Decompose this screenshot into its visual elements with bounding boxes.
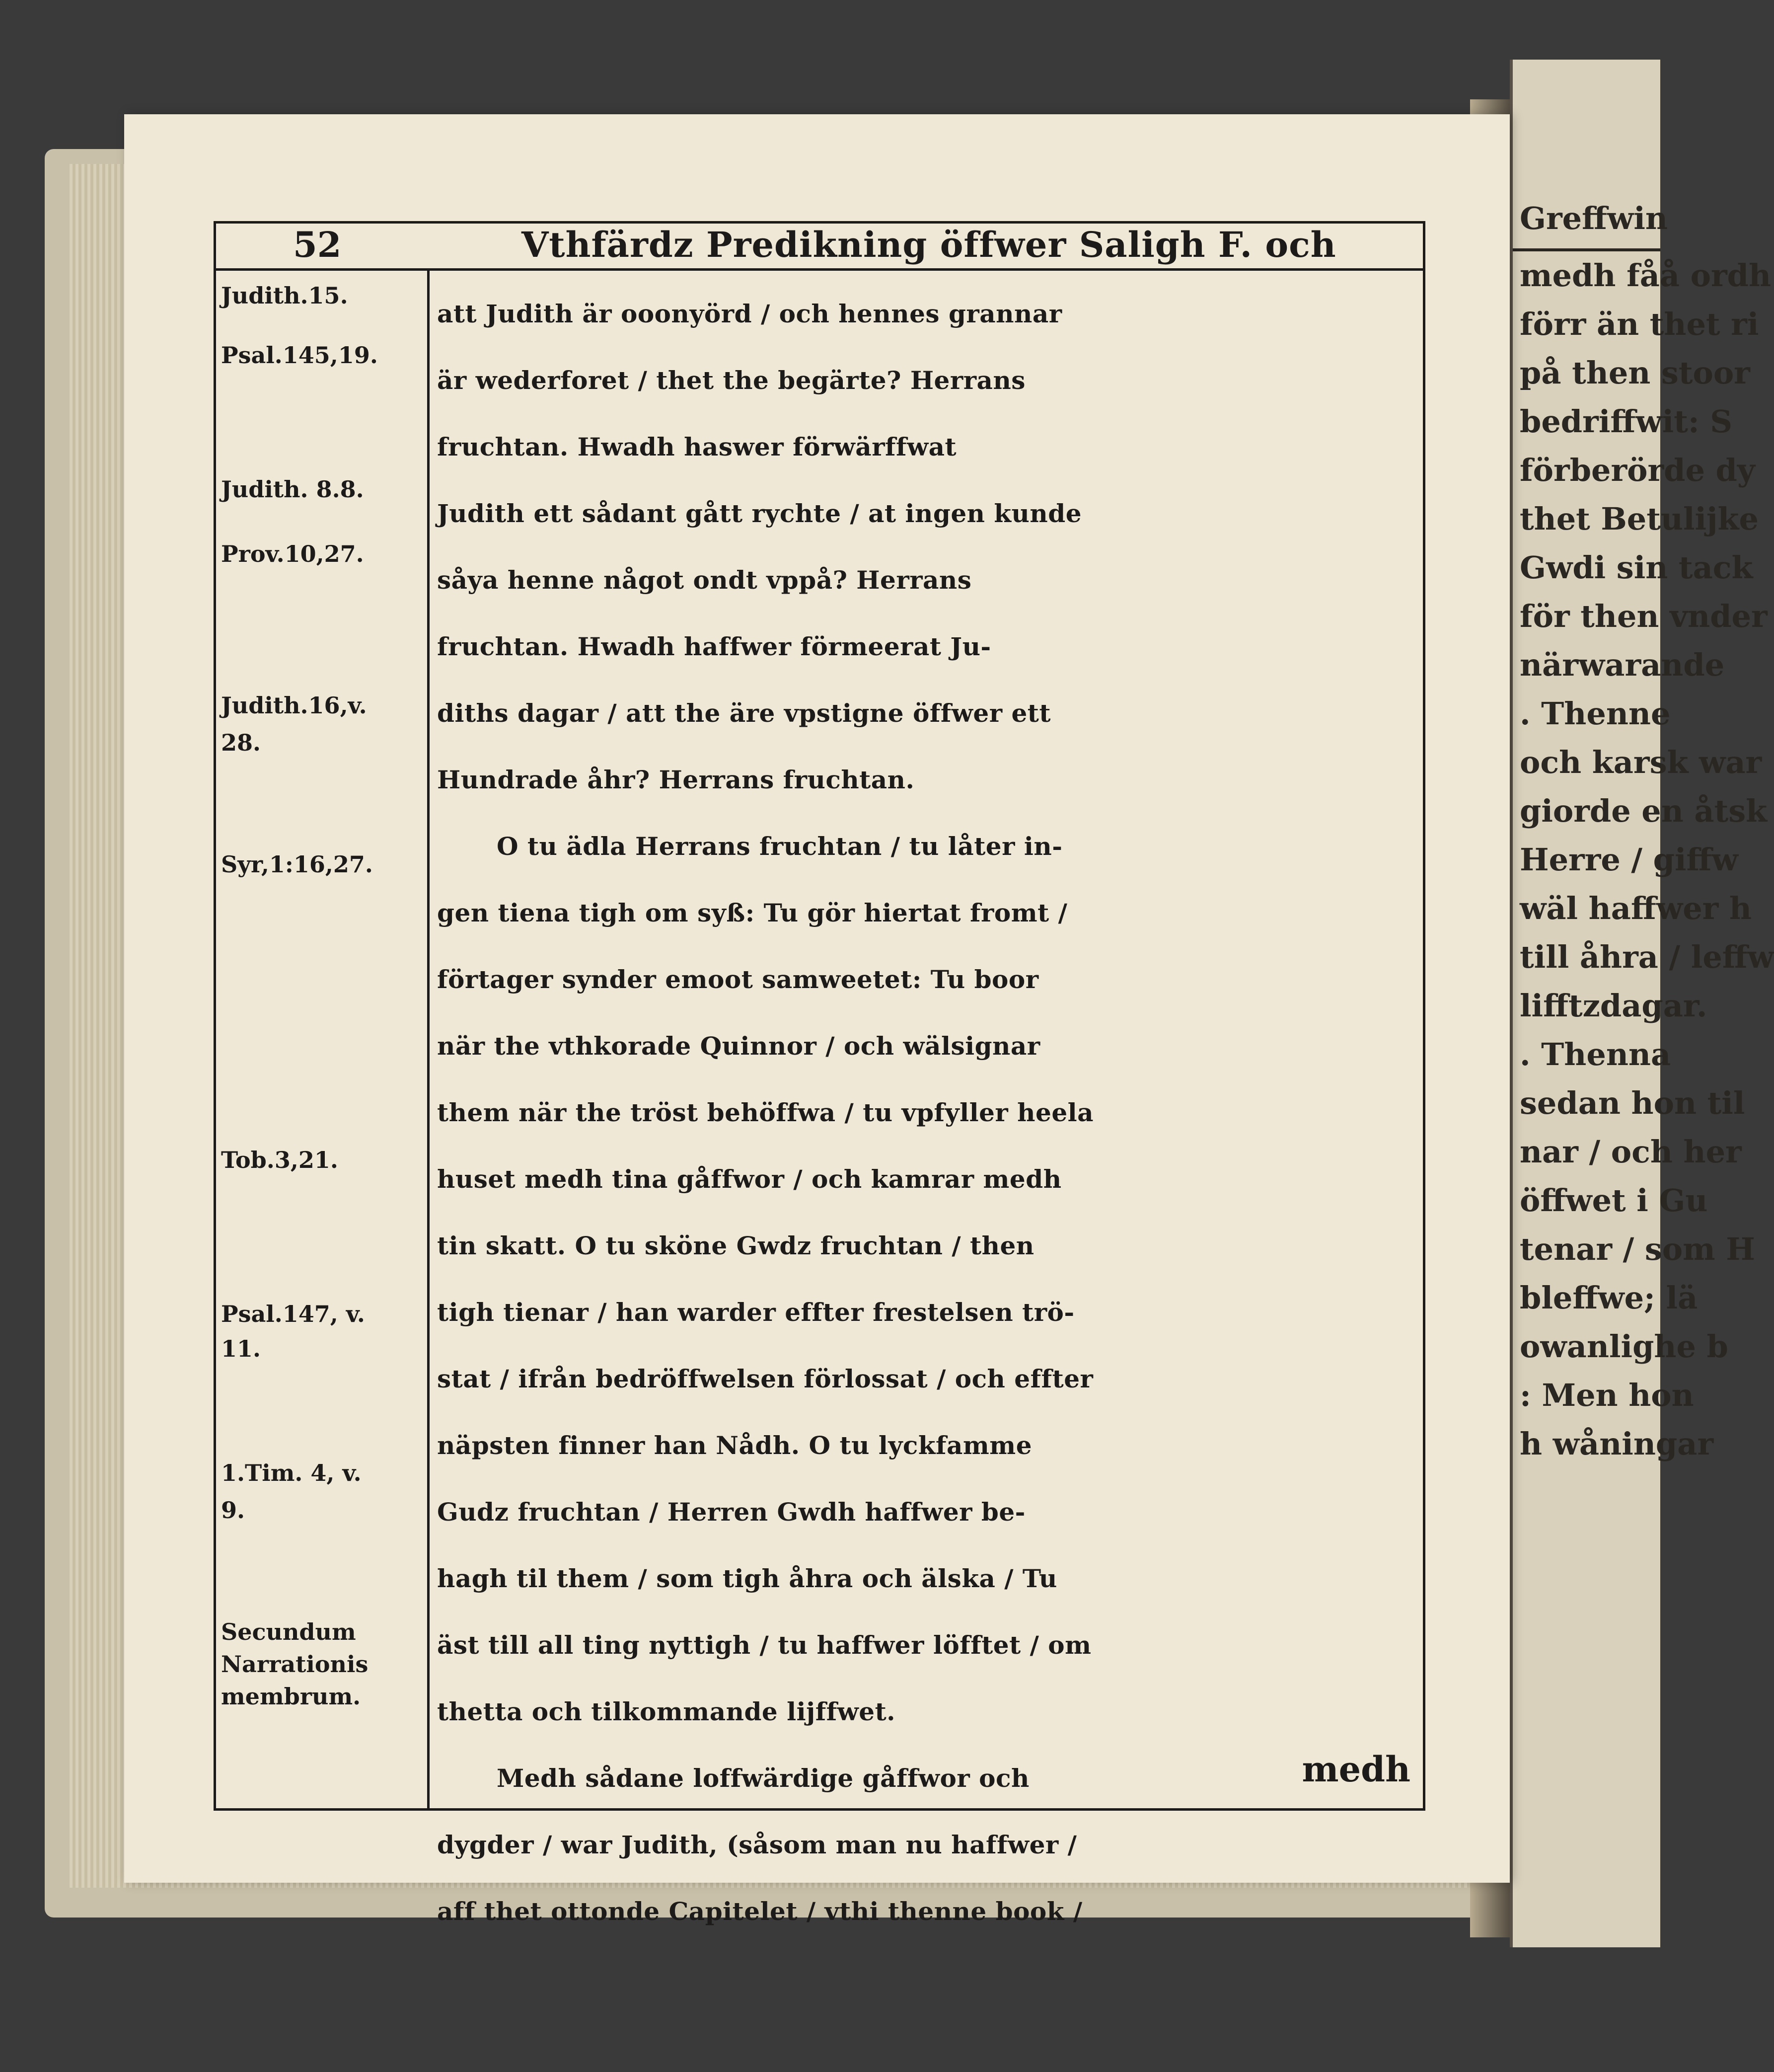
margin-rule <box>427 268 430 1811</box>
text-line: hagh til them / som tigh åhra och älska / Tu <box>437 1564 1057 1593</box>
running-head <box>233 221 1405 268</box>
facing-page-line: : Men hon <box>1520 1377 1694 1413</box>
margin-note: Secundum <box>221 1618 356 1645</box>
facing-page-line: medh fåå ordh <box>1520 257 1772 294</box>
facing-page-line: förr än thet ri <box>1520 306 1759 342</box>
text-line: fruchtan. Hwadh haffwer förmeerat Ju- <box>437 632 991 661</box>
facing-page-line: bleffwe; lä <box>1520 1280 1698 1316</box>
margin-note: Syr,1:16,27. <box>221 851 373 878</box>
margin-note: Narrationis <box>221 1651 369 1678</box>
facing-page-line: . Thenna <box>1520 1036 1671 1073</box>
facing-page-lines <box>1513 251 1774 1468</box>
margin-note: Judith.15. <box>221 282 348 309</box>
text-line: Medh sådane loffwärdige gåffwor och <box>497 1764 1030 1793</box>
facing-page-line: wäl haffwer h <box>1520 890 1752 926</box>
facing-page-line: närwarande <box>1520 647 1725 683</box>
facing-page-line: thet Betulijke <box>1520 501 1759 537</box>
facing-page-line: och karsk war <box>1520 744 1762 780</box>
text-line: fruchtan. Hwadh haswer förwärffwat <box>437 432 957 461</box>
facing-page-line: sedan hon til <box>1520 1085 1745 1121</box>
text-line: Judith ett sådant gått rychte / at ingen kunde <box>437 499 1082 528</box>
text-line: att Judith är ooonyörd / och hennes grannar <box>437 299 1062 328</box>
text-line: såya henne något ondt vppå? Herrans <box>437 565 972 595</box>
facing-page-line: h wåningar <box>1520 1426 1714 1462</box>
facing-page-line: öffwet i Gu <box>1520 1182 1708 1219</box>
facing-page-line: owanlighe b <box>1520 1328 1728 1365</box>
text-line: thetta och tilkommande lijffwet. <box>437 1697 896 1726</box>
text-line: Gudz fruchtan / Herren Gwdh haffwer be- <box>437 1497 1026 1527</box>
facing-page-line: till åhra / leffw <box>1520 939 1774 975</box>
margin-note: Tob.3,21. <box>221 1147 338 1173</box>
margin-note: Psal.145,19. <box>221 342 378 369</box>
text-line: them när the tröst behöffwa / tu vpfyller heela <box>437 1098 1094 1127</box>
text-line: tigh tienar / han warder effter frestelsen trö- <box>437 1298 1075 1327</box>
facing-page-line: nar / och her <box>1520 1134 1742 1170</box>
page-number: 52 <box>293 224 342 265</box>
facing-page-line: Gwdi sin tack <box>1520 549 1753 586</box>
facing-page-line: . Thenne <box>1520 695 1671 732</box>
margin-note: 9. <box>221 1497 245 1524</box>
text-line: är wederforet / thet the begärte? Herrans <box>437 366 1026 395</box>
margin-note: Judith. 8.8. <box>221 476 364 503</box>
text-line: gen tiena tigh om syß: Tu gör hiertat fromt / <box>437 898 1068 927</box>
text-line: diths dagar / att the äre vpstigne öffwer ett <box>437 698 1051 728</box>
header-rule <box>214 268 1425 271</box>
text-line: O tu ädla Herrans fruchtan / tu låter in- <box>497 832 1063 861</box>
text-line: tin skatt. O tu sköne Gwdz fruchtan / then <box>437 1231 1035 1260</box>
margin-note: Judith.16,v. <box>221 692 367 719</box>
margin-note: Psal.147, v. <box>221 1301 365 1327</box>
text-line: stat / ifrån bedröffwelsen förlossat / och effter <box>437 1364 1094 1393</box>
text-line: äst till all ting nyttigh / tu haffwer löfftet / om <box>437 1630 1092 1660</box>
text-line: näpsten finner han Nådh. O tu lyckfamme <box>437 1431 1033 1460</box>
facing-page-line: bedriffwit: S <box>1520 403 1733 440</box>
text-line: Hundrade åhr? Herrans fruchtan. <box>437 765 915 794</box>
facing-page <box>1510 60 1774 1947</box>
margin-note: 1.Tim. 4, v. <box>221 1459 362 1486</box>
margin-note: 28. <box>221 729 261 756</box>
text-line: förtager synder emoot samweetet: Tu boor <box>437 965 1039 994</box>
text-line: dygder / war Judith, (såsom man nu haffwer / <box>437 1830 1077 1859</box>
text-line: huset medh tina gåffwor / och kamrar medh <box>437 1164 1062 1194</box>
facing-page-line: för then vnder <box>1520 598 1768 634</box>
facing-page-line: Herre / giffw <box>1520 842 1738 878</box>
facing-page-line: giorde en åtsk <box>1520 793 1768 829</box>
facing-page-line: tenar / som H <box>1520 1231 1755 1267</box>
margin-note: membrum. <box>221 1683 361 1710</box>
main-text <box>437 281 1420 1945</box>
margin-note: 11. <box>221 1335 261 1362</box>
facing-page-line: lifftzdagar. <box>1520 988 1707 1024</box>
text-line: aff thet ottonde Capitelet / vthi thenne book / <box>437 1897 1083 1926</box>
facing-page-line: förberörde dy <box>1520 452 1755 488</box>
catchword: medh <box>1302 1749 1410 1790</box>
margin-note: Prov.10,27. <box>221 540 364 567</box>
facing-page-line: på then stoor <box>1520 355 1750 391</box>
facing-page-head: Greffwin <box>1513 189 1660 251</box>
text-line: när the vthkorade Quinnor / och wälsignar <box>437 1031 1040 1061</box>
page-title: Vthfärdz Predikning öffwer Saligh F. och <box>521 224 1336 265</box>
